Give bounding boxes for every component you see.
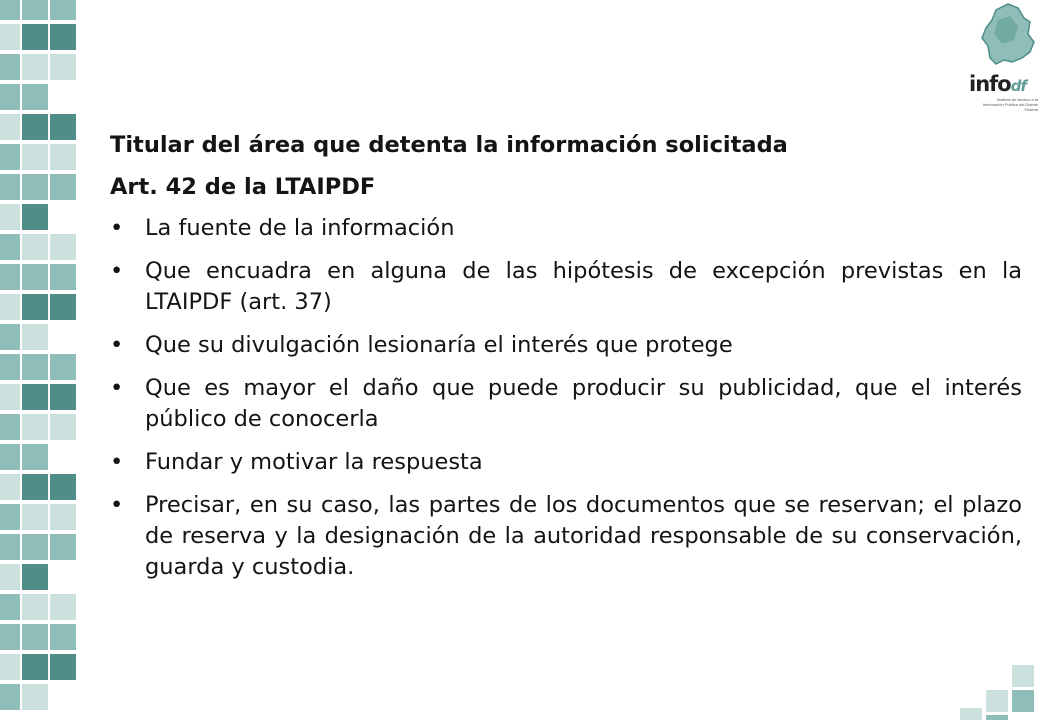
bullet-marker: •: [110, 332, 124, 358]
decorative-tile: [22, 144, 48, 170]
bullet-marker: •: [110, 258, 124, 284]
decorative-tile: [22, 654, 48, 680]
decorative-tile: [22, 0, 48, 20]
list-item-text: Precisar, en su caso, las partes de los documentos que se reservan; el plazo de reserva y la designación de la autoridad responsable de su conservación, guarda y custodia.: [145, 492, 1022, 580]
decorative-tile: [22, 444, 48, 470]
logo-brand-accent: df: [1010, 77, 1026, 95]
logo-subtitle: Instituto de Acceso a la Información Pública del Distrito Federal: [982, 97, 1038, 112]
decorative-tile: [22, 624, 48, 650]
map-emblem-icon: [968, 0, 1040, 72]
decorative-tile: [22, 384, 48, 410]
decorative-tile: [22, 534, 48, 560]
decorative-tile: [0, 534, 20, 560]
decorative-tile: [50, 534, 76, 560]
decorative-tile: [22, 114, 48, 140]
decorative-tile: [50, 504, 76, 530]
decorative-tile: [0, 294, 20, 320]
decorative-tile: [50, 474, 76, 500]
decorative-tile: [22, 504, 48, 530]
decorative-tile: [0, 174, 20, 200]
decorative-tile: [0, 504, 20, 530]
decorative-tile: [22, 564, 48, 590]
decorative-tile: [0, 54, 20, 80]
list-item: [110, 373, 1022, 435]
slide-title: Titular del área que detenta la información solicitada: [110, 132, 788, 158]
list-item-text: Que encuadra en alguna de las hipótesis de excepción previstas en la LTAIPDF (art. 37): [145, 258, 1022, 315]
decorative-tile: [0, 474, 20, 500]
decorative-tile: [22, 174, 48, 200]
decorative-tile: [0, 264, 20, 290]
list-item-text: La fuente de la información: [145, 215, 455, 241]
bullet-marker: •: [110, 492, 124, 518]
infodf-logo: [968, 0, 1040, 110]
decorative-tile: [0, 354, 20, 380]
decorative-tile: [22, 294, 48, 320]
decorative-tile: [50, 174, 76, 200]
decorative-tile: [50, 384, 76, 410]
list-item-text: Fundar y motivar la respuesta: [145, 449, 483, 475]
list-item-text: Que es mayor el daño que puede producir su publicidad, que el interés público de conocerla: [145, 375, 1022, 432]
list-item: [110, 256, 1022, 318]
bullet-marker: •: [110, 449, 124, 475]
decorative-tile: [0, 624, 20, 650]
decorative-tile: [0, 234, 20, 260]
slide-content: [110, 124, 1022, 583]
decorative-tile: [22, 54, 48, 80]
decorative-tile: [50, 54, 76, 80]
decorative-tile: [0, 0, 20, 20]
list-item: [110, 330, 1022, 361]
list-item: [110, 213, 1022, 244]
logo-wordmark: [969, 72, 1026, 96]
decorative-tile: [50, 414, 76, 440]
list-item-text: Que su divulgación lesionaría el interés que protege: [145, 332, 733, 358]
list-item: [110, 490, 1022, 583]
requirements-list: [110, 213, 1022, 583]
decorative-tile: [50, 24, 76, 50]
decorative-tile: [0, 24, 20, 50]
decorative-tile: [50, 654, 76, 680]
decorative-tile: [22, 234, 48, 260]
decorative-corner-tiles: [950, 660, 1040, 720]
decorative-tile: [0, 684, 20, 710]
decorative-tile: [22, 354, 48, 380]
decorative-tile: [0, 594, 20, 620]
decorative-tile: [22, 264, 48, 290]
decorative-tile: [50, 0, 76, 20]
decorative-tile: [0, 444, 20, 470]
decorative-tile: [0, 414, 20, 440]
bullet-marker: •: [110, 375, 124, 401]
decorative-tile: [0, 144, 20, 170]
decorative-tile: [50, 594, 76, 620]
decorative-tile: [50, 234, 76, 260]
bullet-marker: •: [110, 215, 124, 241]
decorative-tile: [22, 414, 48, 440]
decorative-tile: [0, 204, 20, 230]
decorative-tile: [22, 594, 48, 620]
decorative-tile: [0, 324, 20, 350]
decorative-tile: [22, 84, 48, 110]
decorative-tile: [22, 684, 48, 710]
decorative-tile: [22, 324, 48, 350]
decorative-tile: [0, 84, 20, 110]
decorative-tile: [50, 144, 76, 170]
decorative-tile: [50, 294, 76, 320]
decorative-tile: [0, 114, 20, 140]
decorative-tile: [0, 564, 20, 590]
decorative-tile: [22, 204, 48, 230]
decorative-tile: [50, 114, 76, 140]
decorative-tile: [22, 474, 48, 500]
slide-article-reference: Art. 42 de la LTAIPDF: [110, 174, 376, 200]
decorative-tile: [0, 384, 20, 410]
logo-brand-main: info: [969, 72, 1011, 96]
decorative-tile: [50, 624, 76, 650]
decorative-tile: [0, 654, 20, 680]
decorative-tile: [50, 264, 76, 290]
decorative-tile: [22, 24, 48, 50]
decorative-tile: [50, 354, 76, 380]
list-item: [110, 447, 1022, 478]
decorative-tile-strip: [0, 0, 80, 720]
